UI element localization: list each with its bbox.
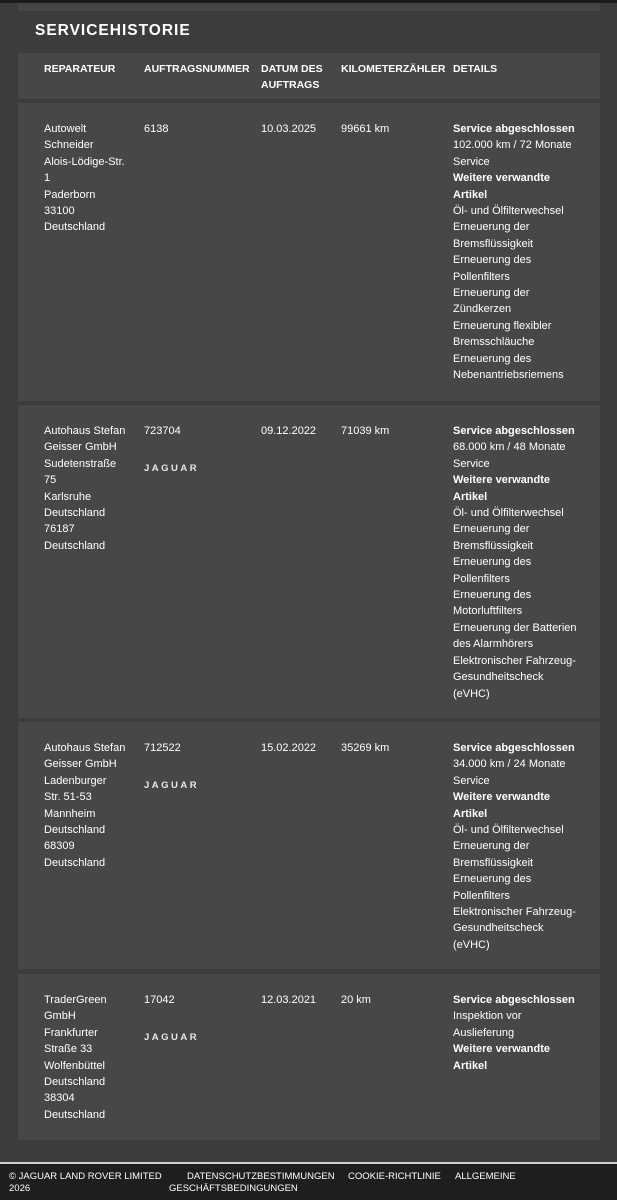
service-line: Service [453, 155, 490, 168]
repairer-line: Alois-Lödige-Str. [44, 155, 125, 168]
terms-link[interactable]: ALLGEMEINE [455, 1171, 516, 1182]
table-row [18, 974, 600, 1140]
related-item: (eVHC) [453, 938, 490, 951]
service-line: Auslieferung [453, 1026, 515, 1039]
related-item: Bremsschläuche [453, 336, 535, 349]
page-title: SERVICEHISTORIE [35, 22, 191, 39]
jaguar-logo: JAGUAR [144, 780, 200, 792]
service-details [453, 740, 593, 953]
service-status: Service abgeschlossen [453, 425, 575, 437]
related-heading: Artikel [453, 807, 488, 820]
service-details [453, 121, 593, 384]
related-item: Erneuerung des [453, 589, 532, 602]
odometer-value: 99661 km [341, 123, 390, 135]
related-item: Bremsflüssigkeit [453, 539, 534, 552]
repairer-line: Mannheim [44, 807, 96, 820]
related-item: Pollenfilters [453, 889, 510, 902]
related-item: Erneuerung der Batterien [453, 621, 577, 634]
repairer-address [44, 121, 136, 236]
repairer-line: Straße 33 [44, 1043, 93, 1056]
privacy-link[interactable]: DATENSCHUTZBESTIMMUNGEN [187, 1171, 335, 1182]
related-item: Öl- und Ölfilterwechsel [453, 507, 564, 520]
related-heading: Artikel [453, 490, 488, 503]
repairer-address [44, 992, 136, 1123]
repairer-line: Autowelt [44, 123, 87, 135]
related-heading: Weitere verwandte [453, 474, 551, 487]
repairer-address [44, 423, 136, 554]
service-status: Service abgeschlossen [453, 123, 575, 135]
odometer-value: 71039 km [341, 425, 390, 437]
service-line: 68.000 km / 48 Monate [453, 441, 566, 454]
column-header-datum: DATUM DES AUFTRAGS [261, 63, 323, 91]
repairer-line: GmbH [44, 1010, 76, 1023]
footer [0, 1162, 617, 1200]
repairer-line: 38304 [44, 1092, 75, 1105]
repairer-line: TraderGreen [44, 994, 107, 1006]
repairer-line: Deutschland [44, 507, 106, 520]
order-number: 712522 [144, 742, 181, 754]
related-item: Motorluftfilters [453, 605, 523, 618]
service-line: 34.000 km / 24 Monate [453, 758, 566, 771]
related-heading: Weitere verwandte [453, 172, 551, 185]
related-item: Nebenantriebsriemens [453, 369, 564, 382]
repairer-line: Ladenburger [44, 774, 107, 787]
odometer-value: 35269 km [341, 742, 390, 754]
repairer-line: 75 [44, 474, 57, 487]
related-item: Erneuerung der [453, 523, 530, 536]
related-item: Gesundheitscheck [453, 922, 544, 935]
table-row [18, 722, 600, 969]
service-line: Service [453, 457, 490, 470]
order-cell [144, 423, 254, 478]
related-item: Erneuerung der [453, 221, 530, 234]
column-header-details: DETAILS [453, 63, 498, 75]
repairer-line: Geisser GmbH [44, 441, 117, 454]
related-item: Erneuerung des [453, 352, 532, 365]
repairer-line: 1 [44, 172, 51, 185]
repairer-line: 76187 [44, 523, 75, 536]
related-item: Pollenfilters [453, 572, 510, 585]
related-item: Erneuerung der [453, 287, 530, 300]
jaguar-logo: JAGUAR [144, 463, 200, 475]
related-item: (eVHC) [453, 687, 490, 700]
repairer-line: 33100 [44, 205, 75, 218]
order-date: 15.02.2022 [261, 742, 317, 754]
related-item: Erneuerung der [453, 840, 530, 853]
order-cell [144, 740, 254, 795]
service-line: Service [453, 774, 490, 787]
repairer-line: Deutschland [44, 1108, 106, 1121]
related-item: Zündkerzen [453, 303, 512, 316]
related-item: Erneuerung des [453, 873, 532, 886]
table-header [18, 53, 600, 99]
column-header-reparateur: REPARATEUR [44, 63, 116, 75]
repairer-line: Deutschland [44, 856, 106, 869]
related-item: Öl- und Ölfilterwechsel [453, 205, 564, 218]
copyright-line: © JAGUAR LAND ROVER LIMITED [9, 1171, 162, 1182]
service-details [453, 992, 593, 1074]
related-heading: Artikel [453, 1059, 488, 1072]
service-line: Inspektion vor [453, 1010, 522, 1023]
repairer-line: Schneider [44, 139, 94, 152]
related-heading: Artikel [453, 188, 488, 201]
order-number: 6138 [144, 123, 169, 135]
repairer-line: Deutschland [44, 221, 106, 234]
repairer-line: Deutschland [44, 539, 106, 552]
related-heading: Weitere verwandte [453, 1043, 551, 1056]
repairer-line: Wolfenbüttel [44, 1059, 105, 1072]
order-date: 10.03.2025 [261, 123, 317, 135]
order-number: 17042 [144, 994, 175, 1006]
repairer-line: Autohaus Stefan [44, 742, 126, 754]
repairer-line: 68309 [44, 840, 75, 853]
related-item: Erneuerung des [453, 556, 532, 569]
related-item: Elektronischer Fahrzeug- [453, 906, 576, 919]
column-header-auftragsnummer: AUFTRAGSNUMMER [144, 63, 250, 75]
order-cell [144, 992, 254, 1047]
terms-link-continued[interactable]: GESCHÄFTSBEDINGUNGEN [169, 1183, 298, 1194]
service-status: Service abgeschlossen [453, 742, 575, 754]
repairer-line: Karlsruhe [44, 490, 92, 503]
related-item: Bremsflüssigkeit [453, 856, 534, 869]
order-number: 723704 [144, 425, 181, 437]
related-item: Pollenfilters [453, 270, 510, 283]
repairer-line: Frankfurter [44, 1026, 98, 1039]
repairer-address [44, 740, 136, 871]
table-row [18, 405, 600, 718]
service-line: 102.000 km / 72 Monate [453, 139, 572, 152]
related-item: Öl- und Ölfilterwechsel [453, 824, 564, 837]
repairer-line: Deutschland [44, 1076, 106, 1089]
related-item: Erneuerung des [453, 254, 532, 267]
related-item: Gesundheitscheck [453, 671, 544, 684]
repairer-line: Deutschland [44, 824, 106, 837]
related-heading: Weitere verwandte [453, 791, 551, 804]
related-item: des Alarmhörers [453, 638, 534, 651]
top-panel-edge [18, 3, 600, 11]
related-item: Bremsflüssigkeit [453, 237, 534, 250]
repairer-line: Autohaus Stefan [44, 425, 126, 437]
order-date: 09.12.2022 [261, 425, 317, 437]
odometer-value: 20 km [341, 994, 371, 1006]
copyright-line: 2026 [9, 1183, 31, 1194]
service-details [453, 423, 593, 702]
copyright [9, 1171, 169, 1195]
related-item: Erneuerung flexibler [453, 319, 552, 332]
service-status: Service abgeschlossen [453, 994, 575, 1006]
table-row [18, 103, 600, 401]
cookie-policy-link[interactable]: COOKIE-RICHTLINIE [348, 1171, 441, 1182]
related-item: Elektronischer Fahrzeug- [453, 654, 576, 667]
repairer-line: Paderborn [44, 188, 96, 201]
jaguar-logo: JAGUAR [144, 1032, 200, 1044]
order-date: 12.03.2021 [261, 994, 317, 1006]
column-header-kilometer: KILOMETERZÄHLER [341, 63, 446, 75]
repairer-line: Geisser GmbH [44, 758, 117, 771]
repairer-line: Str. 51-53 [44, 791, 92, 804]
repairer-line: Sudetenstraße [44, 457, 117, 470]
